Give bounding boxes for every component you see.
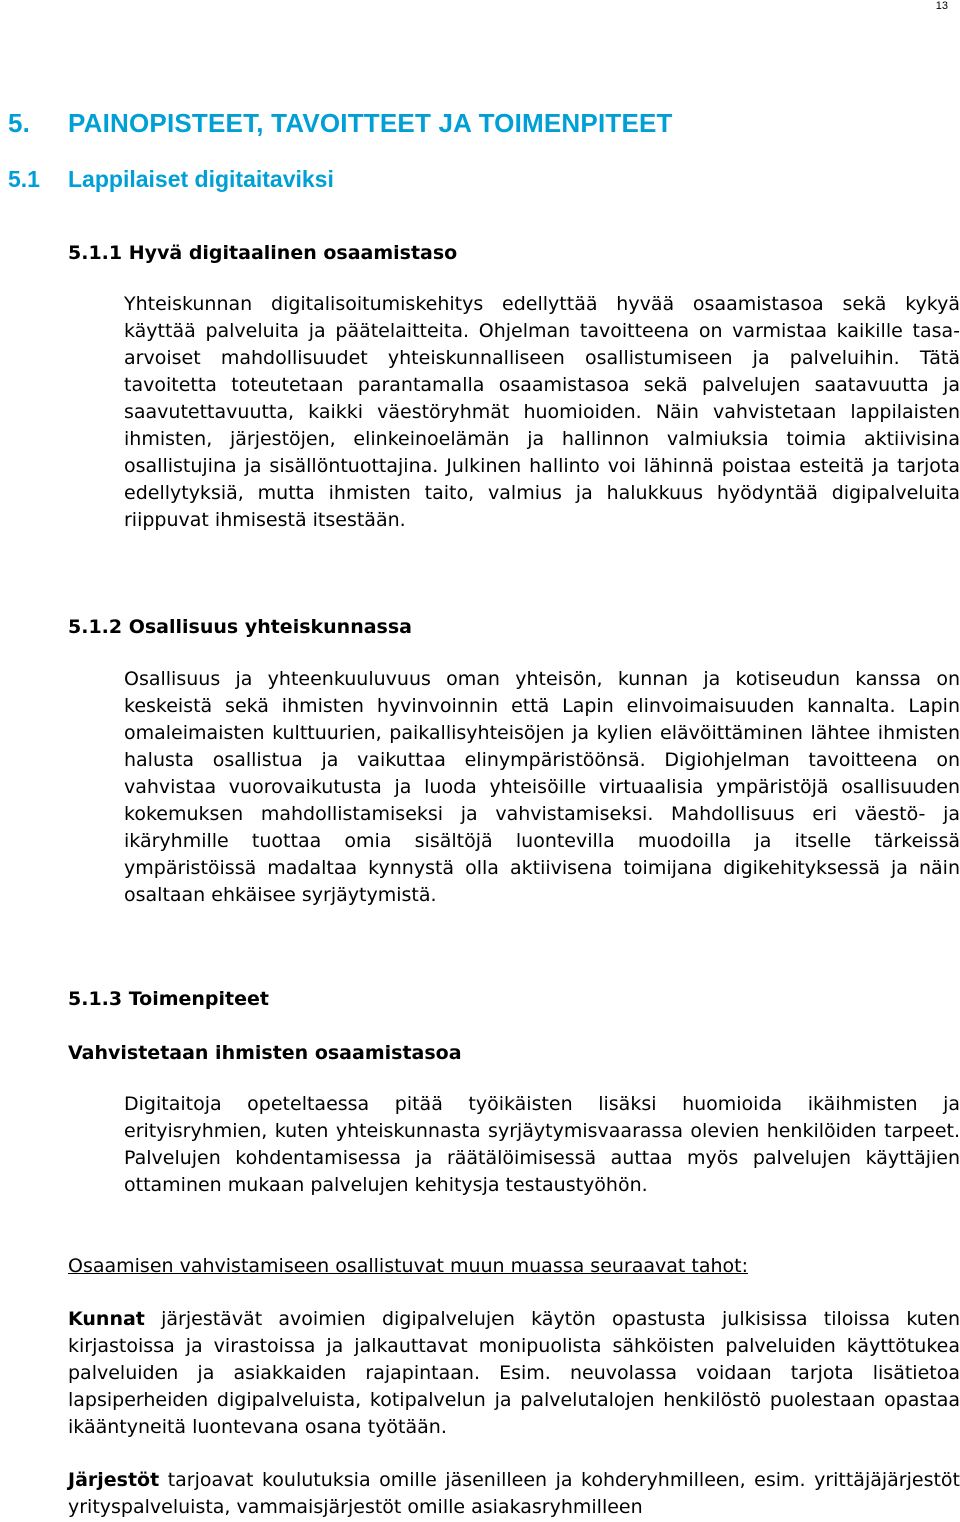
subsection-heading-5-1-1: 5.1.1 Hyvä digitaalinen osaamistaso — [68, 242, 458, 264]
chapter-heading — [8, 108, 673, 139]
section-title: Lappilaiset digitaitaviksi — [68, 166, 334, 192]
term-jarjestot: Järjestöt — [68, 1469, 160, 1491]
chapter-title: PAINOPISTEET, TAVOITTEET JA TOIMENPITEET — [68, 108, 673, 138]
list-item-kunnat — [68, 1306, 960, 1441]
measures-subheading: Vahvistetaan ihmisten osaamistasoa — [68, 1042, 462, 1064]
section-heading — [8, 166, 334, 193]
subsection-heading-5-1-3: 5.1.3 Toimenpiteet — [68, 988, 269, 1010]
paragraph-osaamistaso: Yhteiskunnan digitalisoitumiskehitys edellyttää hyvää osaamistasoa sekä kykyä käyttää palveluita ja päätelaitteita. Ohjelman tavoitteena on varmistaa kaikille tasa-arvoiset mahdollisuudet yhteiskunnalliseen osallistumiseen ja palveluihin. Tätä tavoitetta toteutetaan parantamalla osaamistasoa sekä palvelujen saatavuutta ja saavutettavuutta, kaikki väestöryhmät huomioiden. Näin vahvistetaan lappilaisten ihmisten, järjestöjen, elinkeinoelämän ja hallinnon valmiuksia toimia aktiivisina osallistujina ja sisällöntuottajina. Julkinen hallinto voi lähinnä poistaa esteitä ja tarjota edellytyksiä, mutta ihmisten taito, valmius ja halukkuus hyödyntää digipalveluita riippuvat ihmisestä itsestään. — [124, 293, 960, 531]
text-kunnat: järjestävät avoimien digipalvelujen käytön opastusta julkisissa tiloissa kuten kirjastoissa ja virastoissa ja jalkauttavat monipuolista sähköisten palveluiden käyttötukea palveluiden ja asiakkaiden rajapintaan. Esim. neuvolassa voidaan tarjota lisätietoa lapsiperheiden digipalveluista, kotipalvelun ja palvelutalojen henkilöstö puolestaan opastaa ikääntyneitä luontevana osana työtään. — [68, 1308, 960, 1438]
paragraph-digitaitoja: Digitaitoja opeteltaessa pitää työikäisten lisäksi huomioida ikäihmisten ja erityisryhmien, kuten yhteiskunnasta syrjäytymisvaarassa olevien henkilöiden tarpeet. Palvelujen kohdentamisessa ja räätälöimisessä auttaa myös palvelujen käyttäjien ottaminen mukaan palvelujen kehitysja testaustyöhön. — [124, 1093, 960, 1196]
text-jarjestot: tarjoavat koulutuksia omille jäsenilleen ja kohderyhmilleen, esim. yrittäjäjärjestöt yrityspalveluista, vammaisjärjestöt omille asiakasryhmilleen — [68, 1469, 960, 1518]
subsection-heading-5-1-2: 5.1.2 Osallisuus yhteiskunnassa — [68, 616, 412, 638]
paragraph-osallisuus: Osallisuus ja yhteenkuuluvuus oman yhteisön, kunnan ja kotiseudun kanssa on keskeistä sekä ihmisten hyvinvoinnin että Lapin elinvoimaisuuden kannalta. Lapin omaleimaisten kulttuurien, paikallisyhteisöjen ja kylien elävöittäminen lähtee ihmisten halusta osallistua ja vaikuttaa elinympäristöönsä. Digiohjelman tavoitteena on vahvistaa vuorovaikutusta ja luoda yhteisöille virtuaalisia ympäristöjä osallisuuden kokemuksen mahdollistamiseksi ja vahvistamiseksi. Mahdollisuus eri väestö- ja ikäryhmille tuottaa omia sisältöjä luontevilla muodoilla ja itselle tärkeissä ympäristöissä madaltaa kynnystä olla aktiivisena toimijana digikehityksessä ja näin osaltaan ehkäisee syrjäytymistä. — [124, 668, 960, 906]
section-number: 5.1 — [8, 166, 40, 192]
page-number: 13 — [935, 0, 948, 12]
participants-heading: Osaamisen vahvistamiseen osallistuvat muun muassa seuraavat tahot: — [68, 1255, 749, 1277]
term-kunnat: Kunnat — [68, 1308, 145, 1330]
chapter-number: 5. — [8, 108, 31, 138]
list-item-jarjestot — [68, 1467, 960, 1521]
